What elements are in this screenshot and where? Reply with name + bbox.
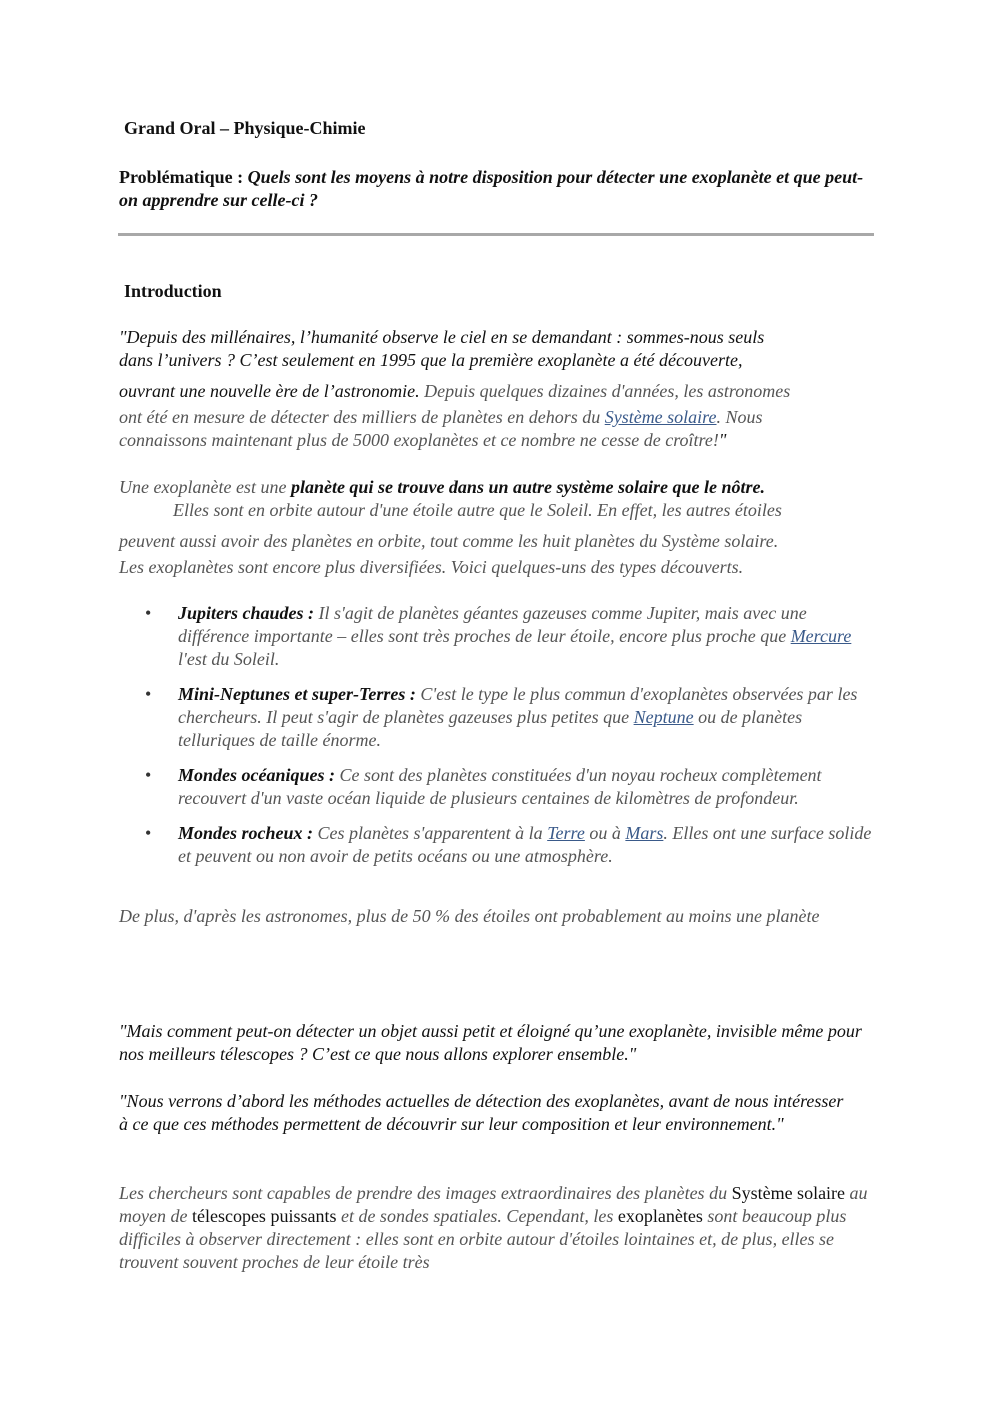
horizontal-divider xyxy=(118,233,874,236)
obs-term-telescopes: télescopes puissants xyxy=(191,1206,337,1226)
obs-text-g: sont beaucoup plus difficiles à observer directement : elles sont en orbite autour d'étoiles lointaines et, de plus, elles se trouvent souvent proches de leur étoile très xyxy=(119,1206,847,1272)
problematique-label: Problématique : xyxy=(119,167,244,187)
definition-bold: planète qui se trouve dans un autre système solaire que le nôtre. xyxy=(290,477,765,497)
type-text-end: . Elles ont une surface solide et peuvent ou non avoir de petits océans ou une atmosphère. xyxy=(178,823,872,866)
intro-line5-text: connaissons maintenant plus de 5000 exoplanètes et ce nombre ne cesse de croître! xyxy=(119,430,719,450)
intro-line4-text: ont été en mesure de détecter des milliers de planètes en dehors du xyxy=(119,407,605,427)
question-paragraph: "Mais comment peut-on détecter un objet aussi petit et éloigné qu’une exoplanète, invisible même pour nos meilleurs télescopes ? C’est ce que nous allons explorer ensemble." xyxy=(119,1021,862,1064)
list-item xyxy=(119,683,879,752)
type-term: Mondes océaniques : xyxy=(178,765,335,785)
type-term: Mondes rocheux : xyxy=(178,823,314,843)
type-term: Jupiters chaudes : xyxy=(178,603,315,623)
intro-quote-line1: "Depuis des millénaires, l’humanité observe le ciel en se demandant : sommes-nous seuls xyxy=(119,327,765,347)
intro-quote-grey-text: Depuis quelques dizaines d'années, les astronomes xyxy=(419,381,791,401)
type-text: Il s'agit de planètes géantes gazeuses comme Jupiter, mais avec une différence importante – elles sont très proches de leur étoile, encore plus proche que xyxy=(178,603,807,646)
obs-term-systeme-solaire: Système solaire xyxy=(731,1183,846,1203)
type-term: Mini-Neptunes et super-Terres : xyxy=(178,684,416,704)
stars-planets-paragraph: De plus, d'après les astronomes, plus de 50 % des étoiles ont probablement au moins une planète xyxy=(119,906,820,926)
list-item xyxy=(119,764,879,810)
type-text: C'est le type le plus commun d'exoplanètes observées par les chercheurs. Il peut s'agir de planètes gazeuses plus petites que xyxy=(178,684,858,727)
bullet-icon: • xyxy=(145,765,152,785)
definition-prefix: Une exoplanète est une xyxy=(119,477,291,497)
document-title: Grand Oral – Physique-Chimie xyxy=(124,118,366,138)
definition-line2: Elles sont en orbite autour d'une étoile autre que le Soleil. En effet, les autres étoiles xyxy=(173,500,782,520)
definition-line4: Les exoplanètes sont encore plus diversifiées. Voici quelques-uns des types découverts. xyxy=(119,557,744,577)
link-neptune[interactable]: Neptune xyxy=(633,707,694,727)
type-text-end: ou de planètes telluriques de taille énorme. xyxy=(178,707,803,750)
intro-quote-line3 xyxy=(119,380,879,403)
obs-text-c: au moyen de xyxy=(119,1183,868,1226)
link-systeme-solaire[interactable]: Système solaire xyxy=(604,407,717,427)
type-text-end: l'est du Soleil. xyxy=(178,649,280,669)
list-item xyxy=(119,822,879,868)
exoplanet-definition xyxy=(119,476,799,499)
plan-paragraph: "Nous verrons d’abord les méthodes actuelles de détection des exoplanètes, avant de nous intéresser à ce que ces méthodes permettent de découvrir sur leur composition et leur environnement." xyxy=(119,1091,844,1134)
exoplanet-types-list xyxy=(119,602,879,880)
link-mercure[interactable]: Mercure xyxy=(790,626,852,646)
type-text-mid: ou à xyxy=(584,823,626,843)
observation-paragraph xyxy=(119,1182,879,1274)
link-mars[interactable]: Mars xyxy=(625,823,664,843)
bullet-icon: • xyxy=(145,603,152,623)
problematique-question: Quels sont les moyens à notre disposition pour détecter une exoplanète et que peut-on apprendre sur celle-ci ? xyxy=(119,167,864,210)
intro-quote-line5 xyxy=(119,429,879,452)
obs-text-e: et de sondes spatiales. Cependant, les xyxy=(336,1206,618,1226)
intro-quote-line2: dans l’univers ? C’est seulement en 1995 que la première exoplanète a été découverte, xyxy=(119,350,743,370)
type-text: Ce sont des planètes constituées d'un noyau rocheux complètement recouvert d'un vaste océan liquide de plusieurs centaines de kilomètres de profondeur. xyxy=(178,765,822,808)
bullet-icon: • xyxy=(145,684,152,704)
type-text: Ces planètes s'apparentent à la xyxy=(313,823,548,843)
link-terre[interactable]: Terre xyxy=(547,823,585,843)
intro-line4-end: . Nous xyxy=(716,407,763,427)
problematique xyxy=(119,166,879,212)
definition-line3: peuvent aussi avoir des planètes en orbite, tout comme les huit planètes du Système solaire. xyxy=(119,531,779,551)
intro-quote-close: " xyxy=(718,430,727,450)
introduction-heading: Introduction xyxy=(124,281,222,301)
list-item xyxy=(119,602,879,671)
obs-term-exoplanetes: exoplanètes xyxy=(617,1206,703,1226)
intro-quote-dark-text: ouvrant une nouvelle ère de l’astronomie. xyxy=(119,381,420,401)
intro-quote-line4 xyxy=(119,406,879,429)
obs-text-a: Les chercheurs sont capables de prendre des images extraordinaires des planètes du xyxy=(119,1183,732,1203)
bullet-icon: • xyxy=(145,823,152,843)
